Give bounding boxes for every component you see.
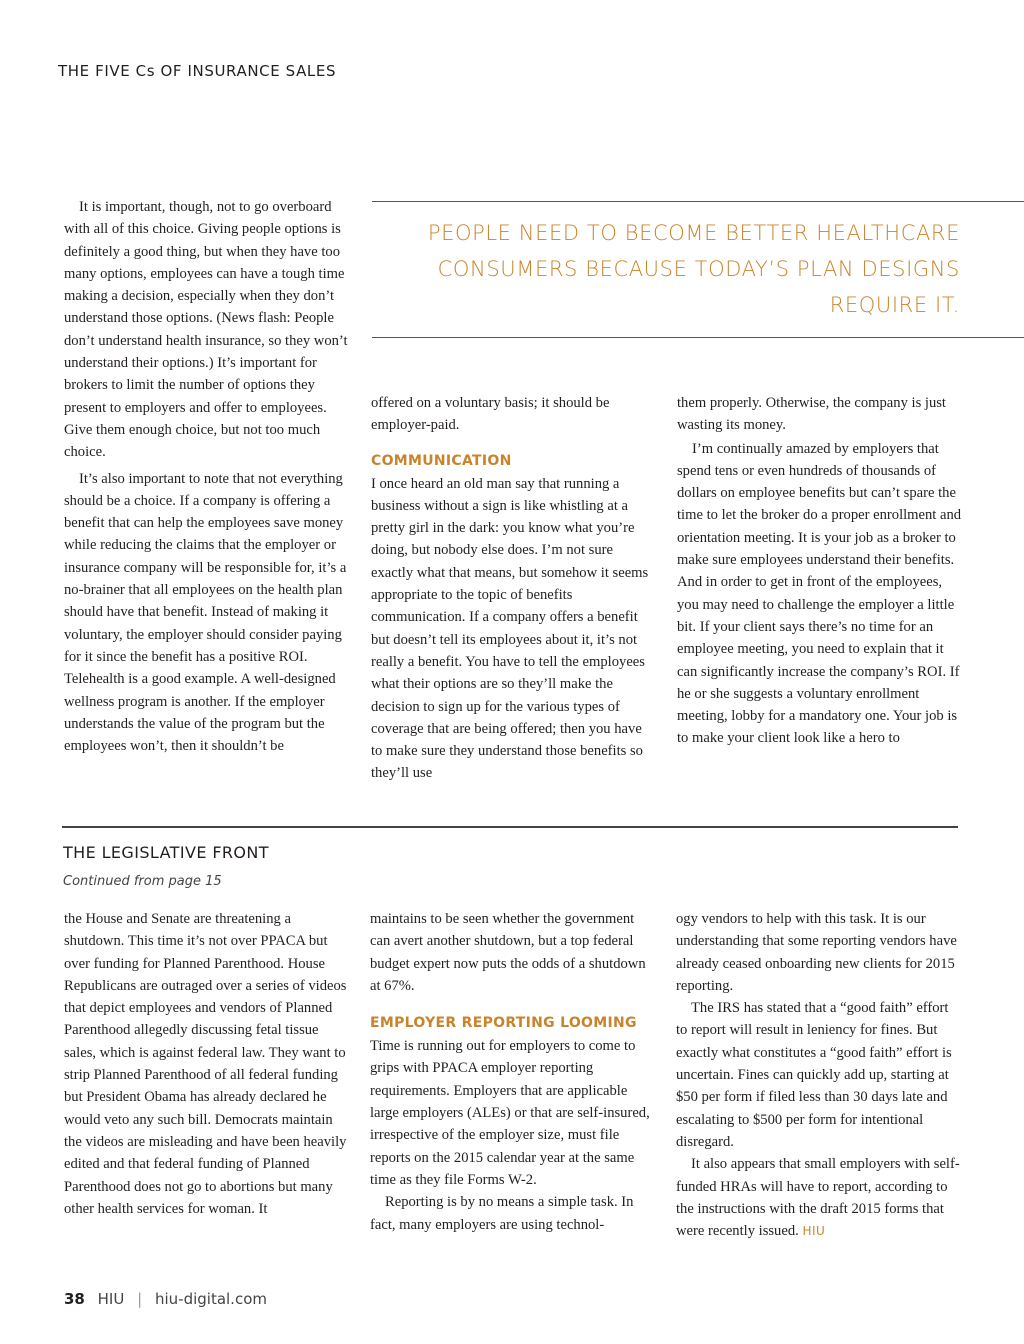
end-mark: HIU: [802, 1224, 826, 1239]
section-divider: [62, 826, 958, 828]
article2-column-3: [676, 908, 962, 1242]
paragraph: I once heard an old man say that running a business without a sign is like whistling at a pretty girl in the dark: you know what you’re doing, but nobody else does. I’m not sure exactly what that means, but somehow it seems appropriate to the topic of benefits communication. If a company offers a benefit but doesn’t tell its employees about it, it’s not really a benefit. You have to tell the employees what their options are so they’ll make the decision to sign up for the various types of coverage that are being offered; then you have to make sure they understand those benefits so they’ll use: [371, 475, 649, 782]
paragraph: It’s also important to note that not everything should be a choice. If a company is offering a benefit that can help the employees save money while reducing the claims that the employer or insurance company will be responsible for, it’s a no-brainer that all employees on the health plan should have that benefit. Instead of making it voluntary, the employer should consider paying for it since the benefit has a positive ROI. Telehealth is a good example. A well-designed wellness program is another. If the employer understands the value of the program but the employees won’t, then it shouldn’t be: [64, 470, 347, 755]
paragraph: ogy vendors to help with this task. It is our understanding that some reporting vendors have already ceased onboarding new clients for 2015 reporting.: [676, 911, 957, 994]
paragraph: the House and Senate are threatening a shutdown. This time it’s not over PPACA but over funding for Planned Parenthood. House Republicans are outraged over a series of videos that depict employees and vendors of Planned Parenthood allegedly discussing fetal tissue sales, which is against federal law. They want to strip Planned Parenthood of all federal funding but President Obama has already declared he would veto any such bill. Democrats maintain the videos are misleading and have been heavily edited and that federal funding of Planned Parenthood does not go to abortions but many other health services for woman. It: [64, 911, 347, 1217]
article1-column-1: [64, 196, 348, 757]
continued-note: Continued from page 15: [63, 874, 222, 889]
website-link[interactable]: hiu-digital.com: [154, 1290, 267, 1308]
paragraph-text: It also appears that small employers with self-funded HRAs will have to report, according to the instructions with the draft 2015 forms that were recently issued.: [676, 1156, 960, 1240]
paragraph: The IRS has stated that a “good faith” effort to report will result in leniency for fines. But exactly what constitutes a “good faith” effort is uncertain. Fines can quickly add up, starting at $50 per form if filed less than 30 days late and escalating to $500 per form for intentional disregard.: [676, 1000, 952, 1150]
paragraph: them properly. Otherwise, the company is just wasting its money.: [677, 395, 946, 434]
folio-separator: |: [137, 1290, 143, 1308]
folio: [64, 1290, 267, 1308]
article2-column-2: [370, 908, 658, 1236]
page-number: 38: [64, 1290, 85, 1308]
pullquote: PEOPLE NEED TO BECOME BETTER HEALTHCARE CONSUMERS BECAUSE TODAY’S PLAN DESIGNS REQUIRE IT.: [427, 221, 960, 317]
pullquote-top-rule: [372, 201, 1024, 202]
subhead-communication: COMMUNICATION: [371, 452, 512, 469]
paragraph: maintains to be seen whether the government can avert another shutdown, but a top federal budget expert now puts the odds of a shutdown at 67%.: [370, 911, 646, 994]
paragraph: [676, 1153, 962, 1242]
article1-column-3: [677, 392, 963, 750]
pullquote-bottom-rule: [372, 337, 1024, 338]
paragraph: I’m continually amazed by employers that spend tens or even hundreds of thousands of dollars on employee benefits but can’t spare the time to let the broker do a proper enrollment and orientation meeting. It is your job as a broker to make sure employees understand their benefits. And in order to get in front of the employees, you may need to challenge the employer a little bit. If your client says there’s no time for an employee meeting, you need to explain that it can significantly increase the company’s ROI. If he or she suggests a voluntary enrollment meeting, lobby for a mandatory one. Your job is to make your client look like a hero to: [677, 440, 962, 747]
paragraph: Reporting is by no means a simple task. In fact, many employers are using technol-: [370, 1194, 634, 1233]
article1-column-2: [371, 392, 655, 785]
paragraph: offered on a voluntary basis; it should be employer-paid.: [371, 395, 610, 434]
article2-column-1: [64, 908, 350, 1220]
subhead-employer-reporting: EMPLOYER REPORTING LOOMING: [370, 1015, 637, 1032]
paragraph: It is important, though, not to go overboard with all of this choice. Giving people options is definitely a good thing, but when they have too many options, employees can have a tough time making a decision, especially when they don’t understand those options. (News flash: People don’t understand health insurance, so they won’t understand their options.) It’s important for brokers to limit the number of options they present to employers and offer to employees. Give them enough choice, but not too much choice.: [64, 199, 348, 461]
section-title: THE LEGISLATIVE FRONT: [63, 843, 269, 862]
publication-name: HIU: [97, 1290, 125, 1308]
paragraph: Time is running out for employers to come to grips with PPACA employer reporting requirements. Employers that are applicable large employers (ALEs) or that are self-insured, irrespective of the employer size, must file reports on the 2015 calendar year at the same time as they file Forms W-2.: [370, 1038, 650, 1188]
running-head: THE FIVE Cs OF INSURANCE SALES: [58, 62, 337, 80]
